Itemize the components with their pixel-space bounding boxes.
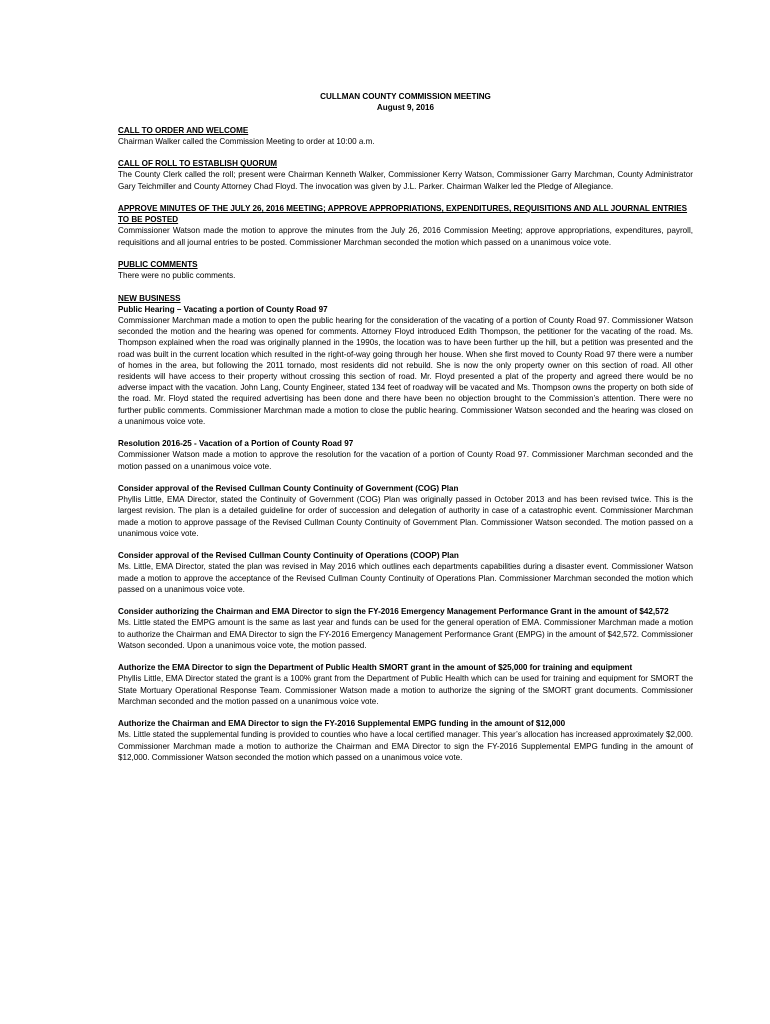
agenda-item-title: Resolution 2016-25 - Vacation of a Portion of County Road 97 — [118, 439, 354, 449]
section-heading: CALL OF ROLL TO ESTABLISH QUORUM — [118, 159, 278, 169]
section-public-comments — [118, 259, 693, 281]
agenda-item-text: Phyllis Little, EMA Director stated the grant is a 100% grant from the Department of Public Health which can be used for training and equipment for SMORT the State Mortuary Operational Response Team. Commissioner Watson made a motion to authorize the signing of the SMORT grant documents. Commissioner Marchman seconded and the motion passed on a unanimous voice vote. — [118, 674, 693, 706]
agenda-item-title: Consider approval of the Revised Cullman County Continuity of Government (COG) Plan — [118, 484, 459, 493]
agenda-item-title: Authorize the EMA Director to sign the Department of Public Health SMORT grant in the amount of $25,000 for training and equipment — [118, 663, 633, 673]
agenda-item-text: Ms. Little, EMA Director, stated the plan was revised in May 2016 which outlines each departments capabilities during a disaster event. Commissioner Watson made a motion to approve the acceptance of the Revised Cullman County Continuity of Operations Plan. Commissioner Marchman seconded the motion which passed on a unanimous voice vote. — [118, 562, 693, 594]
section-roll-call — [118, 158, 693, 192]
agenda-item-text: Ms. Little stated the EMPG amount is the same as last year and funds can be used for the general operation of EMA. Commissioner Marchman made a motion to authorize the Chairman and EMA Director to sign the FY-2016 Emergency Management Performance Grant (EMPG) in the amount of $42,572. Commissioner Watson seconded. Upon a unanimous voice vote, the motion passed. — [118, 618, 693, 650]
agenda-item — [118, 438, 693, 472]
agenda-item — [118, 662, 693, 707]
section-new-business — [118, 293, 693, 763]
meeting-date: August 9, 2016 — [376, 103, 435, 113]
agenda-item-title: Consider authorizing the Chairman and EMA Director to sign the FY-2016 Emergency Management Performance Grant in the amount of $42,572 — [118, 607, 669, 617]
agenda-item-text: Commissioner Watson made a motion to approve the resolution for the vacation of a portion of County Road 97. Commissioner Marchman seconded and the motion passed on a unanimous voice vote. — [118, 450, 693, 471]
section-heading: NEW BUSINESS — [118, 293, 181, 303]
agenda-item-title: Authorize the Chairman and EMA Director to sign the FY-2016 Supplemental EMPG funding in the amount of $12,000 — [118, 719, 566, 729]
section-heading: APPROVE MINUTES OF THE JULY 26, 2016 MEETING; APPROVE APPROPRIATIONS, EXPENDITURES, REQUISITIONS AND ALL JOURNAL ENTRIES TO BE POSTED — [118, 203, 688, 225]
agenda-item-text: Phyllis Little, EMA Director, stated the Continuity of Government (COG) Plan was originally passed in October 2013 and has been revised twice. This is the largest revision. The plan is a detailed guideline for order of succession and delegation of authority in case of a catastrophic event. Commissioner Marchman made a motion to approve passage of the Revised Cullman County Continuity of Government Plan. Commissioner Watson seconded. The motion passed on a unanimous voice vote. — [118, 495, 693, 538]
agenda-item — [118, 606, 693, 651]
section-heading: CALL TO ORDER AND WELCOME — [118, 125, 249, 135]
section-minutes — [118, 203, 693, 248]
agenda-item — [118, 483, 693, 539]
section-text: The County Clerk called the roll; present were Chairman Kenneth Walker, Commissioner Kerry Watson, Commissioner Garry Marchman, County Administrator Gary Teichmiller and County Attorney Chad Floyd. The invocation was given by J.L. Parker. Chairman Walker led the Pledge of Allegiance. — [118, 170, 693, 191]
section-heading: PUBLIC COMMENTS — [118, 259, 198, 269]
agenda-item-text: Ms. Little stated the supplemental funding is provided to counties who have a local certified manager. This year’s allocation has increased approximately $2,000. Commissioner Marchman made a motion to authorize the Chairman and EMA Director to sign the FY-2016 Supplemental EMPG funding in the amount of $12,000. Commissioner Watson seconded the motion which passed on a unanimous voice vote. — [118, 730, 693, 762]
agenda-item-title: Consider approval of the Revised Cullman County Continuity of Operations (COOP) Plan — [118, 551, 459, 561]
agenda-item-text: Commissioner Marchman made a motion to open the public hearing for the consideration of the vacating of a portion of County Road 97. Commissioner Watson seconded the motion and the hearing was opened for comments. Attorney Floyd introduced Edith Thompson, the petitioner for the vacating of the road. Ms. Thompson explained when the road was originally planned in the 1990s, the location was to have been further up the hill, but a petition was presented and the road was built in the current location which resulted in the right-of-way going through her house. When she first moved to County Road 97 there were a number of homes in the area, but following the 2011 tornado, most residents did not rebuild. She is now the only property owner on this section of road. All other residents will have access to their property without crossing this section of road. Mr. Floyd presented a plat of the property and agreed there would be no adverse impact with the vacation. John Lang, County Engineer, stated 134 feet of roadway will be vacated and Ms. Thompson owns the property on both side of the road. Mr. Floyd stated the required advertising has been done and there have been no objection brought to the Commission’s attention. There were no further public comments. Commissioner Marchman made a motion to close the public hearing. Commissioner Watson seconded and the hearing was closed on a unanimous voice vote. — [118, 315, 693, 426]
document-title: CULLMAN COUNTY COMMISSION MEETING — [320, 92, 491, 101]
agenda-item-title: Public Hearing – Vacating a portion of County Road 97 — [118, 304, 328, 314]
section-call-to-order — [118, 125, 693, 147]
section-text: Chairman Walker called the Commission Meeting to order at 10:00 a.m. — [118, 136, 375, 146]
document-page — [118, 91, 693, 763]
agenda-item — [118, 304, 693, 427]
section-text: There were no public comments. — [118, 271, 236, 281]
section-text: Commissioner Watson made the motion to approve the minutes from the July 26, 2016 Commission Meeting; approve appropriations, expenditures, payroll, requisitions and all journal entries to be posted. Commissioner Marchman seconded the motion which passed on a unanimous voice vote. — [118, 226, 693, 247]
agenda-item — [118, 550, 693, 595]
agenda-item — [118, 718, 693, 763]
